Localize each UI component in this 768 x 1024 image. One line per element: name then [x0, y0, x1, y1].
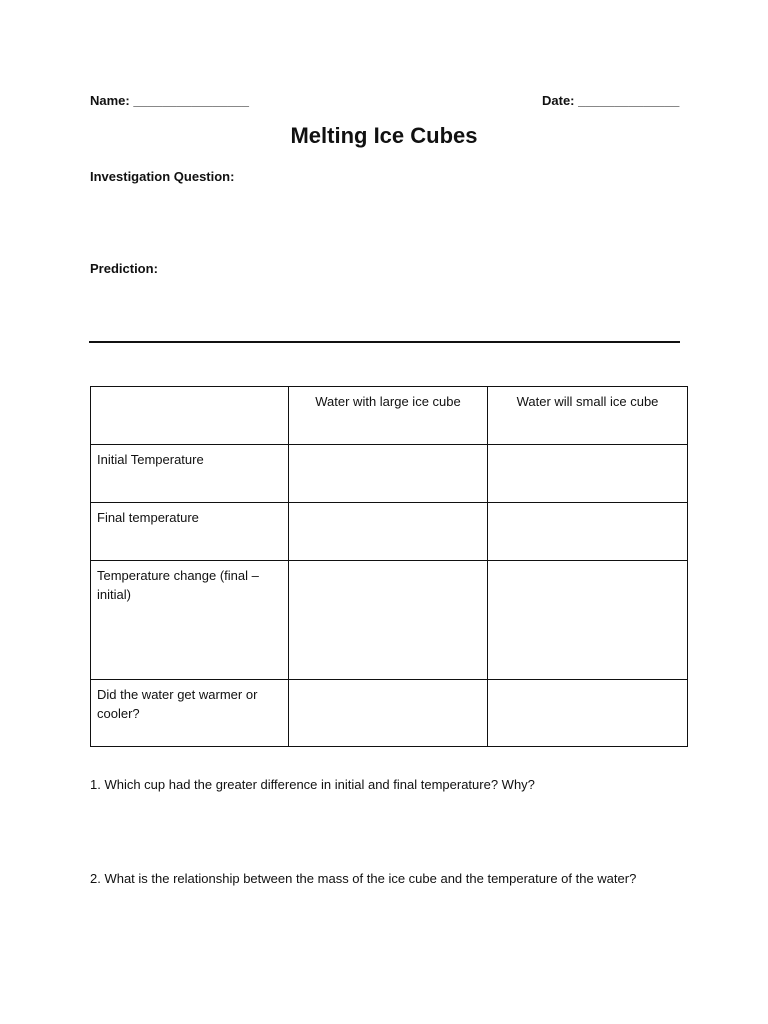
table-header-cell-empty	[91, 387, 289, 445]
table-cell[interactable]	[289, 561, 488, 680]
name-field-label: Name: ________________	[90, 93, 250, 108]
table-header-small-ice-cube: Water will small ice cube	[488, 387, 688, 445]
page-title: Melting Ice Cubes	[290, 123, 478, 148]
investigation-question-label: Investigation Question:	[90, 169, 235, 184]
table-row	[91, 445, 688, 503]
row-label-temperature-change: Temperature change (final – initial)	[91, 561, 289, 680]
table-row	[91, 503, 688, 561]
table-row	[91, 680, 688, 747]
table-header-row	[91, 387, 688, 445]
data-table	[90, 386, 688, 747]
table-cell[interactable]	[289, 680, 488, 747]
table-cell[interactable]	[488, 680, 688, 747]
table-cell[interactable]	[488, 561, 688, 680]
table-cell[interactable]	[488, 503, 688, 561]
prediction-label: Prediction:	[90, 261, 158, 276]
table-cell[interactable]	[488, 445, 688, 503]
table-cell[interactable]	[289, 445, 488, 503]
row-label-final-temperature: Final temperature	[91, 503, 289, 561]
row-label-initial-temperature: Initial Temperature	[91, 445, 289, 503]
table-cell[interactable]	[289, 503, 488, 561]
table-row	[91, 561, 688, 680]
question-1: 1. Which cup had the greater difference in initial and final temperature? Why?	[90, 777, 535, 792]
row-label-warmer-or-cooler: Did the water get warmer or cooler?	[91, 680, 289, 747]
table-header-large-ice-cube: Water with large ice cube	[289, 387, 488, 445]
date-field-label: Date: ______________	[542, 93, 680, 108]
question-2: 2. What is the relationship between the mass of the ice cube and the temperature of the water?	[90, 871, 637, 886]
prediction-answer-line	[89, 341, 680, 343]
